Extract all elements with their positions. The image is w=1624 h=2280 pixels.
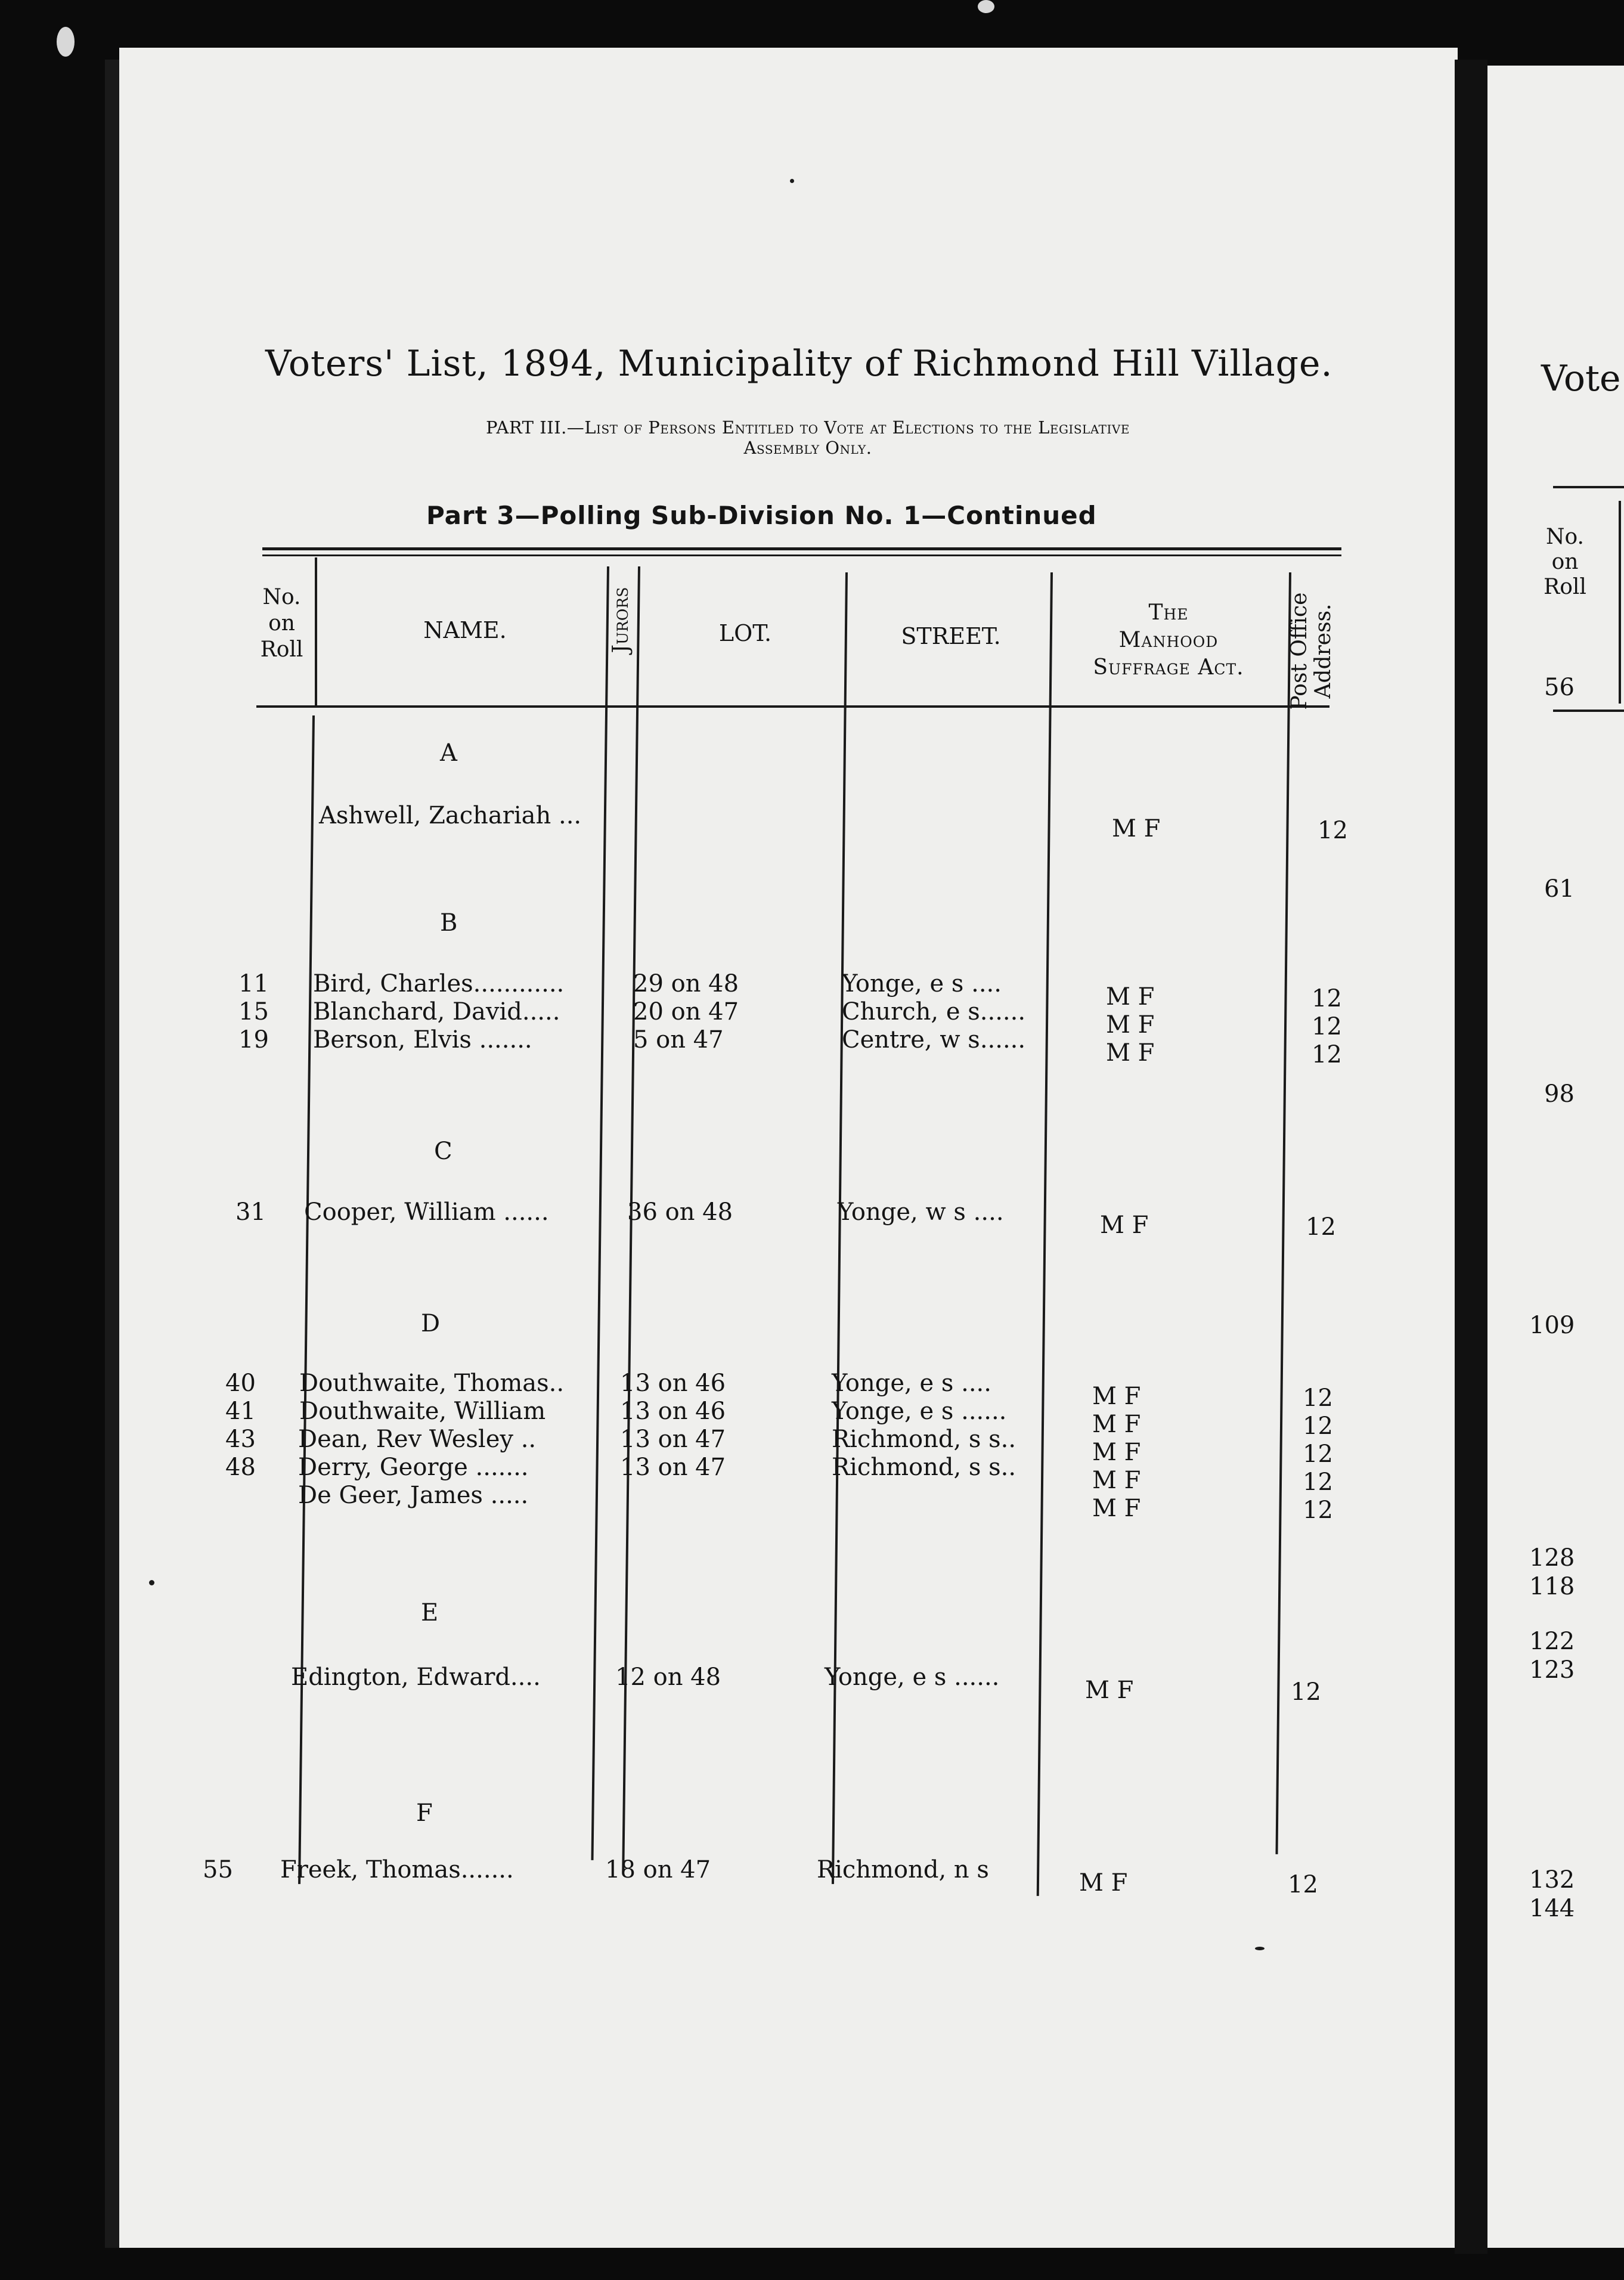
scan-speck [790,179,794,183]
header-post-office-address [1288,580,1335,723]
header-act-line-3: Suffrage Act. [1093,655,1244,680]
page-edge [105,60,120,2248]
header-street: STREET. [901,623,1001,649]
street-cell: Yonge, e s ...... [832,1398,1007,1425]
header-po-line-2: Address. [1311,603,1335,699]
header-jurors: Jurors [609,587,633,653]
next-page-header-rule [1553,710,1624,712]
post-office-cell: 12 [1312,985,1342,1012]
manhood-suffrage-cell: M F [1112,815,1161,842]
next-page-title-fragment: Vote [1541,358,1621,399]
lot-cell: 20 on 47 [633,998,739,1026]
lot-cell: 12 on 48 [615,1663,721,1691]
next-page-roll-number: 122 [1529,1628,1575,1655]
roll-number: 43 [225,1426,256,1453]
next-page-header-no: No. on Roll [1544,525,1586,599]
manhood-suffrage-cell: M F [1092,1411,1141,1438]
scan-speck [57,27,75,57]
table-top-rule-2 [262,554,1341,556]
table-header-rule [256,705,1329,708]
voter-name: Douthwaite, Thomas.. [299,1370,565,1397]
header-no-on-roll: No. on Roll [260,585,303,662]
street-cell: Richmond, s s.. [832,1426,1016,1453]
section-letter-b: B [440,909,458,937]
voter-name: Cooper, William ...... [304,1198,549,1226]
post-office-cell: 12 [1312,1041,1342,1068]
manhood-suffrage-cell: M F [1092,1467,1141,1494]
roll-number: 40 [225,1370,256,1397]
street-cell: Richmond, s s.. [832,1454,1016,1481]
voter-name: Bird, Charles............ [313,970,565,998]
lot-cell: 18 on 47 [605,1856,711,1884]
manhood-suffrage-cell: M F [1100,1212,1149,1239]
street-cell: Church, e s...... [842,998,1026,1026]
roll-number: 55 [203,1856,233,1884]
lot-cell: 36 on 48 [627,1198,733,1226]
voter-name: Blanchard, David..... [313,998,560,1026]
next-page-roll-number: 128 [1529,1544,1575,1572]
scan-speck [978,0,994,13]
voter-name: Douthwaite, William [299,1398,546,1425]
voter-name: Ashwell, Zachariah ... [319,802,582,829]
voter-name: Berson, Elvis ....... [313,1026,532,1054]
manhood-suffrage-cell: M F [1085,1677,1134,1704]
roll-number: 41 [225,1398,256,1425]
scan-speck [1255,1947,1265,1950]
manhood-suffrage-cell: M F [1106,983,1155,1011]
column-rule-name [315,557,317,707]
next-page-roll-number: 98 [1544,1080,1575,1108]
street-cell: Yonge, e s .... [832,1370,991,1397]
street-cell: Yonge, e s ...... [825,1663,1000,1691]
manhood-suffrage-cell: M F [1079,1869,1128,1897]
roll-number: 48 [225,1454,256,1481]
post-office-cell: 12 [1291,1678,1321,1706]
manhood-suffrage-cell: M F [1106,1039,1155,1067]
post-office-cell: 12 [1303,1497,1333,1524]
section-heading: Part 3—Polling Sub-Division No. 1—Continued [426,501,1097,530]
post-office-cell: 12 [1306,1213,1336,1241]
street-cell: Yonge, w s .... [838,1198,1004,1226]
section-letter-a: A [440,739,457,767]
lot-cell: 13 on 46 [620,1370,726,1397]
manhood-suffrage-cell: M F [1092,1439,1141,1466]
next-page-roll-number: 132 [1529,1866,1575,1894]
post-office-cell: 12 [1303,1412,1333,1440]
next-page-roll-number: 144 [1529,1895,1575,1922]
section-letter-d: D [421,1310,441,1337]
street-cell: Yonge, e s .... [842,970,1002,998]
lot-cell: 29 on 48 [633,970,739,998]
next-page-rule [1553,486,1624,488]
scan-speck [149,1580,154,1585]
street-cell: Centre, w s...... [842,1026,1026,1054]
post-office-cell: 12 [1318,817,1348,844]
voter-name: De Geer, James ..... [298,1482,529,1509]
next-page-roll-number: 56 [1544,674,1575,701]
next-page-roll-number: 109 [1529,1312,1575,1339]
next-page [1487,66,1624,2248]
voter-name: Edington, Edward.... [291,1663,541,1691]
roll-number: 19 [238,1026,269,1054]
header-manhood-suffrage-act [1055,599,1282,681]
lot-cell: 5 on 47 [633,1026,724,1054]
post-office-cell: 12 [1303,1441,1333,1468]
section-letter-f: F [416,1799,433,1827]
post-office-cell: 12 [1288,1871,1318,1898]
manhood-suffrage-cell: M F [1092,1383,1141,1410]
header-act-line-2: Manhood [1118,628,1219,652]
roll-number: 31 [235,1198,266,1226]
next-page-roll-number: 123 [1529,1656,1575,1684]
roll-number: 15 [238,998,269,1026]
section-letter-c: C [434,1138,453,1165]
page-gutter [1455,60,1487,2254]
page-title: Voters' List, 1894, Municipality of Richmond Hill Village. [265,343,1333,385]
header-po-line-1: Post Office [1287,592,1312,710]
header-lot: LOT. [718,620,772,646]
post-office-cell: 12 [1303,1469,1333,1496]
header-name: NAME. [423,617,507,643]
voter-name: Derry, George ....... [298,1454,529,1481]
street-cell: Richmond, n s [817,1856,989,1884]
subtitle-line-1: PART III.—List of Persons Entitled to Vote at Elections to the Legislative [486,417,1130,438]
lot-cell: 13 on 47 [620,1426,726,1453]
subtitle-line-2: Assembly Only. [743,438,872,458]
post-office-cell: 12 [1312,1013,1342,1040]
lot-cell: 13 on 46 [620,1398,726,1425]
list-subtitle [352,417,1264,458]
header-act-line-1: The [1148,600,1189,625]
lot-cell: 13 on 47 [620,1454,726,1481]
post-office-cell: 12 [1303,1384,1333,1412]
voter-name: Dean, Rev Wesley .. [298,1426,537,1453]
next-page-column-rule [1619,501,1621,704]
manhood-suffrage-cell: M F [1106,1011,1155,1039]
table-top-rule [262,547,1341,550]
roll-number: 11 [238,970,269,998]
voter-name: Freek, Thomas....... [280,1856,514,1884]
next-page-roll-number: 61 [1544,875,1575,903]
manhood-suffrage-cell: M F [1092,1495,1141,1522]
next-page-roll-number: 118 [1529,1573,1575,1600]
section-letter-e: E [421,1599,439,1627]
